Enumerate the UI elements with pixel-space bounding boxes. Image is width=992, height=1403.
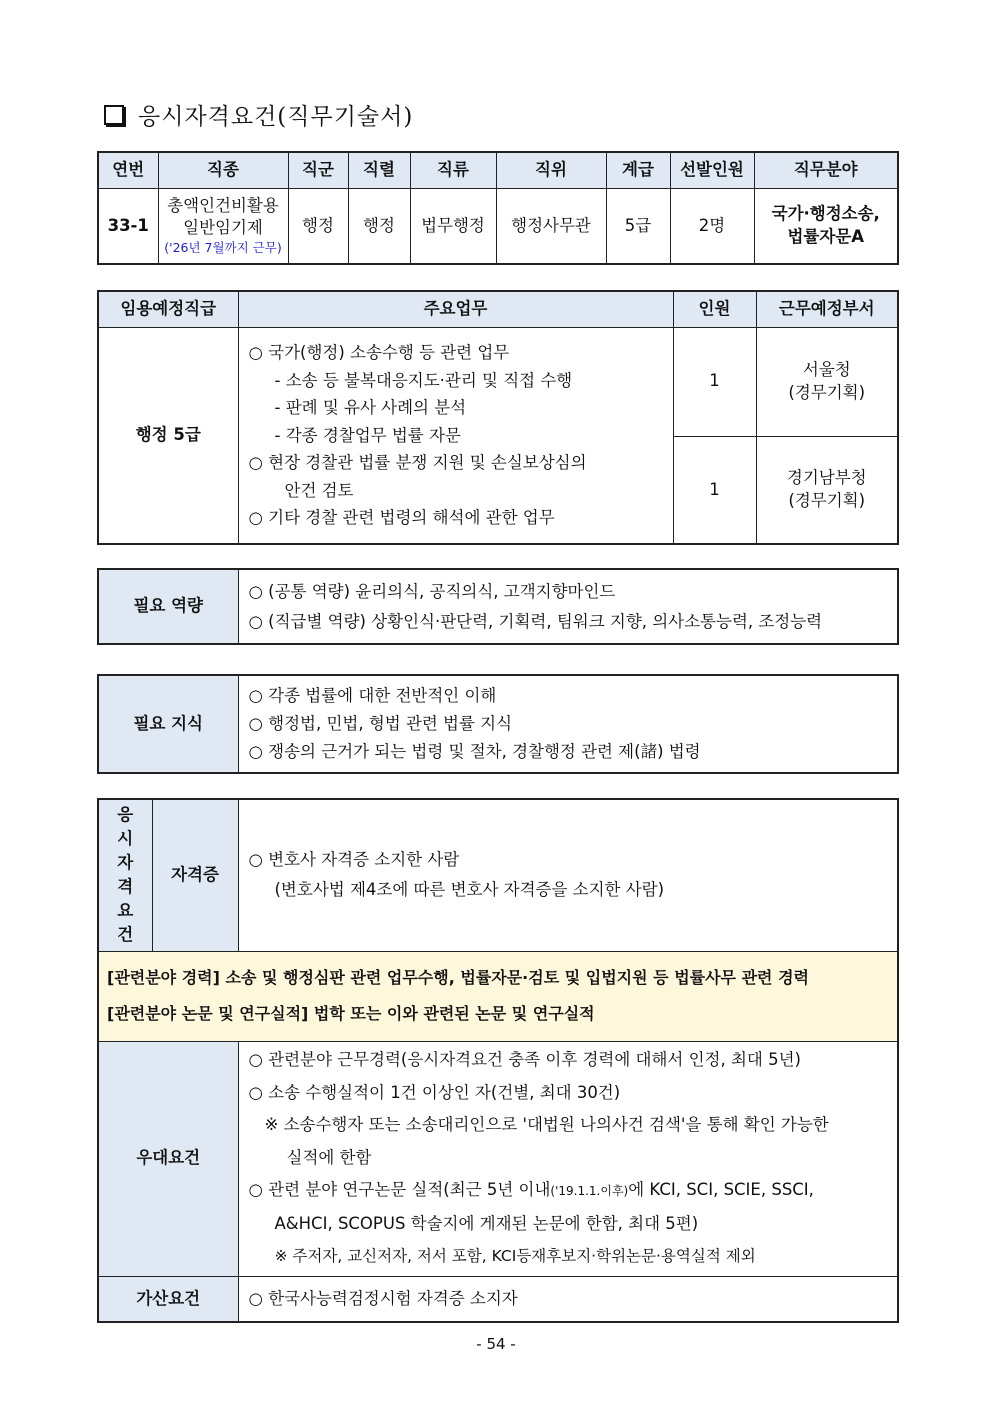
page-number: - 54 - [476,1335,516,1353]
duty-item: - 판례 및 유사 사례의 분석 [274,398,467,417]
vertical-char: 요 [117,901,134,921]
header-position: 직위 [496,152,606,188]
header-category: 직류 [410,152,496,188]
row-type-line2: 일반임기제 [183,218,263,238]
row-category: 법무행정 [410,188,496,264]
competency-list [238,569,898,644]
preference-item: ○ 관련분야 근무경력(응시자격요건 충족 이후 경력에 대해서 인정, 최대 5년) [248,1050,801,1070]
vertical-char: 응 [117,805,134,825]
header-no: 연번 [98,152,158,188]
dept2-count: 1 [673,436,756,544]
knowledge-item: ○ 쟁송의 근거가 되는 법령 및 절차, 경찰행정 관련 제(諸) 법령 [248,742,701,761]
header-group: 직군 [288,152,348,188]
competency-table [97,568,899,645]
header-appoint-grade: 임용예정직급 [98,291,238,327]
vertical-label [98,799,152,951]
license-line: ○ 변호사 자격증 소지한 사람 [248,850,460,870]
preference-item: A&HCI, SCOPUS 학술지에 게재된 논문에 한함, 최대 5편) [274,1213,699,1233]
row-field-line1: 국가·행정소송, [771,204,880,224]
row-series: 행정 [348,188,410,264]
vertical-char: 건 [117,925,134,945]
row-group: 행정 [288,188,348,264]
license-content [238,799,898,951]
bonus-label: 가산요건 [98,1276,238,1322]
duty-item: - 소송 등 불복대응지도·관리 및 직접 수행 [274,370,573,390]
row-no: 33-1 [98,188,158,264]
preference-item: ○ 소송 수행실적이 1건 이상인 자(건별, 최대 30건) [248,1082,621,1102]
knowledge-label: 필요 지식 [98,675,238,773]
bonus-item: ○ 한국사능력검정시험 자격증 소지자 [238,1276,898,1322]
row-type-note: ('26년 7월까지 근무) [164,239,282,255]
header-duties: 주요업무 [238,291,673,327]
preference-item [249,1174,888,1208]
dept1-name-line2: (경무기획) [788,382,866,402]
header-series: 직렬 [348,152,410,188]
page-title-text: 응시자격요건(직무기술서) [138,104,414,130]
preference-note: 실적에 한함 [286,1147,372,1167]
row-field-line2: 법률자문A [787,226,865,246]
header-field: 직무분야 [754,152,898,188]
preference-text: ○ 관련 분야 연구논문 실적(최근 5년 이내 [248,1180,551,1200]
requirements-table [97,798,899,1323]
knowledge-item: ○ 행정법, 민법, 형법 관련 법률 지식 [248,714,513,733]
preference-list [238,1041,898,1276]
row-grade: 5급 [606,188,670,264]
competency-label: 필요 역량 [98,569,238,644]
dept2-name [756,436,898,544]
page-title [104,98,413,131]
position-table [97,151,899,265]
experience-line: [관련분야 논문 및 연구실적] 법학 또는 이와 관련된 논문 및 연구실적 [107,1004,595,1023]
row-type-line1: 총액인건비활용 [167,196,279,216]
duties-list [238,327,673,544]
license-line: (변호사법 제4조에 따른 변호사 자격증을 소지한 사람) [274,880,665,900]
row-count: 2명 [670,188,754,264]
header-type: 직종 [158,152,288,188]
experience-block [98,951,898,1041]
header-grade: 계급 [606,152,670,188]
experience-line: [관련분야 경력] 소송 및 행정심판 관련 업무수행, 법률자문·검토 및 입법지원 등 법률사무 관련 경력 [107,968,809,987]
header-count: 선발인원 [670,152,754,188]
competency-item: ○ (공통 역량) 윤리의식, 공직의식, 고객지향마인드 [248,581,616,601]
duty-item: ○ 기타 경찰 관련 법령의 해석에 관한 업무 [248,508,555,527]
preference-label: 우대요건 [98,1041,238,1276]
vertical-char: 자 [117,853,134,873]
knowledge-list [238,675,898,773]
preference-note: ※ 주저자, 교신저자, 저서 포함, KCI등재후보지·학위논문·용역실적 제외 [274,1247,756,1266]
appoint-grade: 행정 5급 [98,327,238,544]
license-label: 자격증 [152,799,238,951]
row-field [754,188,898,264]
duty-item: - 각종 경찰업무 법률 자문 [274,425,461,445]
dept1-name-line1: 서울청 [802,360,851,380]
header-dept: 근무예정부서 [756,291,898,327]
duty-item: 안건 검토 [284,480,354,500]
row-position: 행정사무관 [496,188,606,264]
dept2-name-line2: (경무기획) [788,490,866,510]
knowledge-table [97,674,899,774]
dept2-name-line1: 경기남부청 [786,468,867,488]
header-headcount: 인원 [673,291,756,327]
duty-item: ○ 국가(행정) 소송수행 등 관련 업무 [248,343,510,362]
dept1-count: 1 [673,327,756,436]
duty-item: ○ 현장 경찰관 법률 분쟁 지원 및 손실보상심의 [248,453,587,472]
preference-note: ※ 소송수행자 또는 소송대리인으로 '대법원 나의사건 검색'을 통해 확인 가능한 [264,1115,829,1135]
dept1-name [756,327,898,436]
preference-text: 에 KCI, SCI, SCIE, SSCI, [628,1180,814,1200]
duties-table [97,290,899,545]
knowledge-item: ○ 각종 법률에 대한 전반적인 이해 [248,686,497,705]
vertical-char: 격 [117,877,134,897]
preference-date: ('19.1.1.이후) [550,1184,629,1199]
vertical-char: 시 [117,829,134,849]
competency-item: ○ (직급별 역량) 상황인식·판단력, 기획력, 팀워크 지향, 의사소통능력, 조정능력 [248,611,823,631]
checkbox-square-icon [104,105,124,125]
row-type [158,188,288,264]
